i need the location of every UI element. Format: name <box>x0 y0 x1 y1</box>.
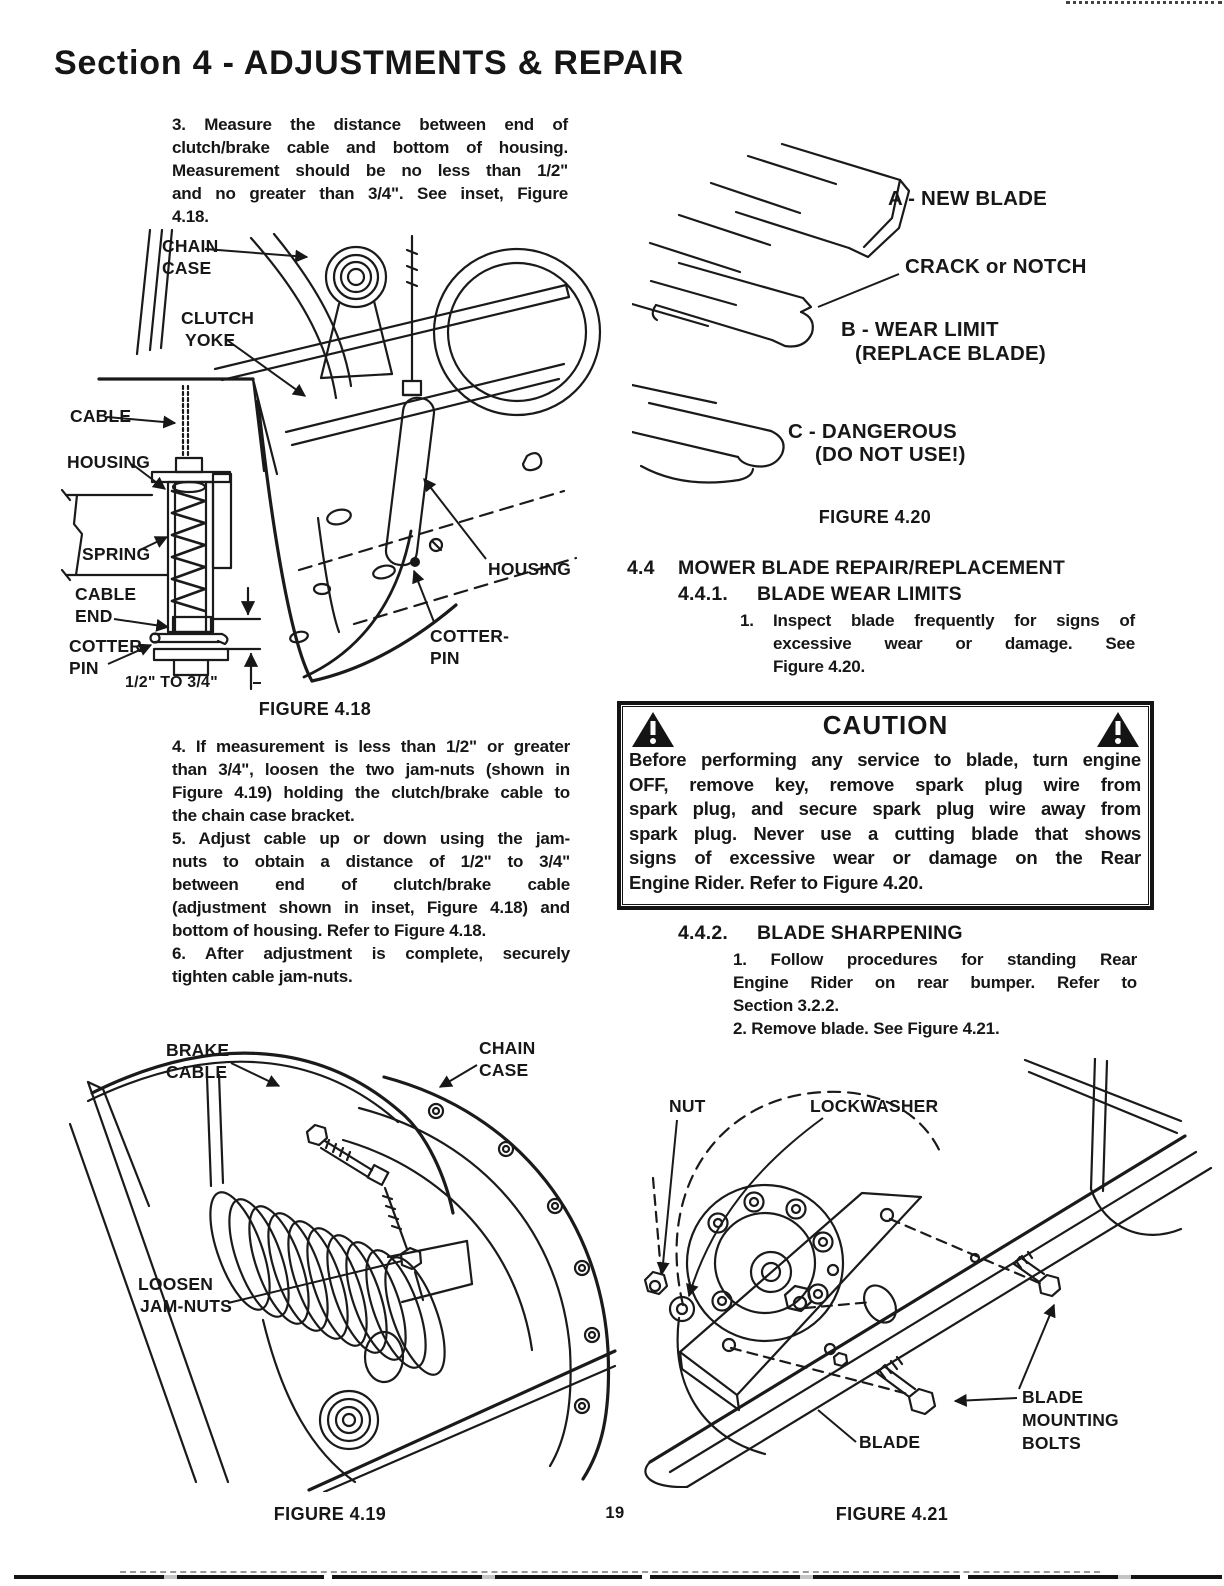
figure-4-21-drawing <box>625 1058 1224 1488</box>
figure-4-19-drawing <box>55 1020 617 1492</box>
label-blade: BLADE <box>859 1432 921 1452</box>
label-cotter-pin-left: COTTER- <box>69 636 149 656</box>
text-line: the chain case bracket. <box>172 806 355 825</box>
label-cotter-pin-left-2: PIN <box>69 658 99 678</box>
label-wear-limit: B - WEAR LIMIT <box>841 318 999 341</box>
text-line: 6. After adjustment is complete, securely <box>172 944 570 963</box>
label-cotter-pin-right: COTTER- <box>430 626 510 646</box>
text-line: spark plug, and secure spark plug wire away from <box>629 798 1141 819</box>
label-clutch-yoke-2: YOKE <box>185 330 236 350</box>
section-441-number: 4.4.1. <box>678 583 728 605</box>
label-chain-case-2: CASE <box>479 1060 529 1080</box>
label-cable-end: CABLE <box>75 584 137 604</box>
text-line: nuts to obtain a distance of 1/2" to 3/4" <box>172 852 570 871</box>
label-brake-cable: BRAKE <box>166 1040 230 1060</box>
label-chain-case: CHAIN <box>479 1038 536 1058</box>
label-do-not-use: (DO NOT USE!) <box>815 443 966 466</box>
text-line: Measurement should be no less than 1/2" <box>172 161 568 180</box>
page-title: Section 4 - ADJUSTMENTS & REPAIR <box>54 44 685 82</box>
text-line: 2. Remove blade. See Figure 4.21. <box>733 1019 1000 1038</box>
text-line: signs of excessive wear or damage on the Rear <box>629 847 1141 868</box>
label-loosen-jam-nuts: LOOSEN <box>138 1274 214 1294</box>
text-line: 3. Measure the distance between end of <box>172 115 568 134</box>
label-spring: SPRING <box>82 544 151 564</box>
text-line: excessive wear or damage. See <box>773 634 1135 653</box>
figure-420-leader-lines <box>818 274 899 307</box>
section-44-number: 4.4 <box>627 557 655 579</box>
figure-4-18-drawing <box>55 228 620 706</box>
label-housing-left: HOUSING <box>67 452 151 472</box>
section-441-title: BLADE WEAR LIMITS <box>757 583 962 605</box>
text-line: clutch/brake cable and bottom of housing. <box>172 138 568 157</box>
text-line: Figure 4.19) holding the clutch/brake cable to <box>172 783 570 802</box>
figure-421-leader-arrows <box>662 1118 1054 1442</box>
text-line: Figure 4.20. <box>773 657 866 676</box>
label-cotter-pin-right-2: PIN <box>430 648 460 668</box>
text-line: Before performing any service to blade, turn engine <box>629 749 1141 770</box>
paragraph-steps-4-6 <box>172 735 570 988</box>
text-line: 4. If measurement is less than 1/2" or greater <box>172 737 570 756</box>
label-nut: NUT <box>669 1096 706 1116</box>
text-line: Inspect blade frequently for signs of <box>773 611 1135 630</box>
text-line: (adjustment shown in inset, Figure 4.18) and <box>172 898 570 917</box>
label-brake-cable-2: CABLE <box>166 1062 228 1082</box>
figure-418-caption: FIGURE 4.18 <box>258 699 372 719</box>
figure-420-labels <box>788 187 1087 466</box>
scan-bottom-rule <box>14 1575 1222 1579</box>
scan-bottom-dashed-line <box>120 1571 1100 1573</box>
label-cable-end-2: END <box>75 606 113 626</box>
label-blade-mounting-bolts-2: MOUNTING <box>1022 1410 1119 1430</box>
label-cable: CABLE <box>70 406 132 426</box>
figure-419-labels <box>138 1038 535 1316</box>
text-line: and no greater than 3/4". See inset, Figure <box>172 184 568 203</box>
item-441-1-text <box>773 609 1135 678</box>
figure-419-caption: FIGURE 4.19 <box>273 1504 387 1524</box>
warning-triangle-icon <box>1096 711 1140 749</box>
label-new-blade: A - NEW BLADE <box>888 187 1047 210</box>
figure-421-caption: FIGURE 4.21 <box>835 1504 949 1524</box>
label-blade-mounting-bolts-3: BOLTS <box>1022 1433 1082 1453</box>
text-line: tighten cable jam-nuts. <box>172 967 353 986</box>
caution-body <box>629 748 1141 895</box>
label-replace-blade: (REPLACE BLADE) <box>855 342 1046 365</box>
warning-triangle-icon <box>631 711 675 749</box>
text-line: OFF, remove key, remove spark plug wire from <box>629 773 1141 795</box>
label-chain-case-2: CASE <box>162 258 212 278</box>
label-clutch-yoke: CLUTCH <box>181 308 255 328</box>
text-line: 5. Adjust cable up or down using the jam- <box>172 829 570 848</box>
blade-assembly-art <box>645 1058 1211 1487</box>
figure-4-20-drawing <box>632 135 1192 505</box>
label-lockwasher: LOCKWASHER <box>810 1096 939 1116</box>
text-line: spark plug. Never use a cutting blade that shows <box>629 822 1141 844</box>
label-crack-or-notch: CRACK or NOTCH <box>905 255 1087 278</box>
caution-box <box>617 701 1154 910</box>
label-dangerous: C - DANGEROUS <box>788 420 957 443</box>
section-442-number: 4.4.2. <box>678 922 728 944</box>
text-line: Engine Rider on rear bumper. Refer to <box>733 973 1137 992</box>
scan-dotted-edge <box>1066 1 1222 4</box>
text-line: bottom of housing. Refer to Figure 4.18. <box>172 921 487 940</box>
figure-420-caption: FIGURE 4.20 <box>818 507 932 527</box>
caution-title: CAUTION <box>822 710 949 740</box>
label-housing-right: HOUSING <box>488 559 572 579</box>
label-loosen-jam-nuts-2: JAM-NUTS <box>140 1296 233 1316</box>
text-line: Engine Rider. Refer to Figure 4.20. <box>629 871 924 893</box>
text-line: Section 3.2.2. <box>733 996 839 1015</box>
section-44-title: MOWER BLADE REPAIR/REPLACEMENT <box>678 557 1065 579</box>
text-line: 1. Follow procedures for standing Rear <box>733 950 1137 969</box>
figure-421-labels <box>669 1096 1119 1453</box>
section-442-title: BLADE SHARPENING <box>757 922 963 944</box>
paragraph-step-3 <box>172 113 568 228</box>
label-blade-mounting-bolts: BLADE <box>1022 1387 1084 1407</box>
label-dimension: 1/2" TO 3/4" <box>125 674 218 691</box>
section-442-text <box>733 948 1137 1040</box>
label-chain-case: CHAIN <box>162 236 219 256</box>
text-line: between end of clutch/brake cable <box>172 875 570 894</box>
text-line: than 3/4", loosen the two jam-nuts (shown in <box>172 760 570 779</box>
brake-cable-chaincase-art <box>70 1053 615 1492</box>
text-line: 4.18. <box>172 207 209 226</box>
page-number: 19 <box>605 1504 625 1522</box>
item-441-1-number: 1. <box>740 611 754 630</box>
